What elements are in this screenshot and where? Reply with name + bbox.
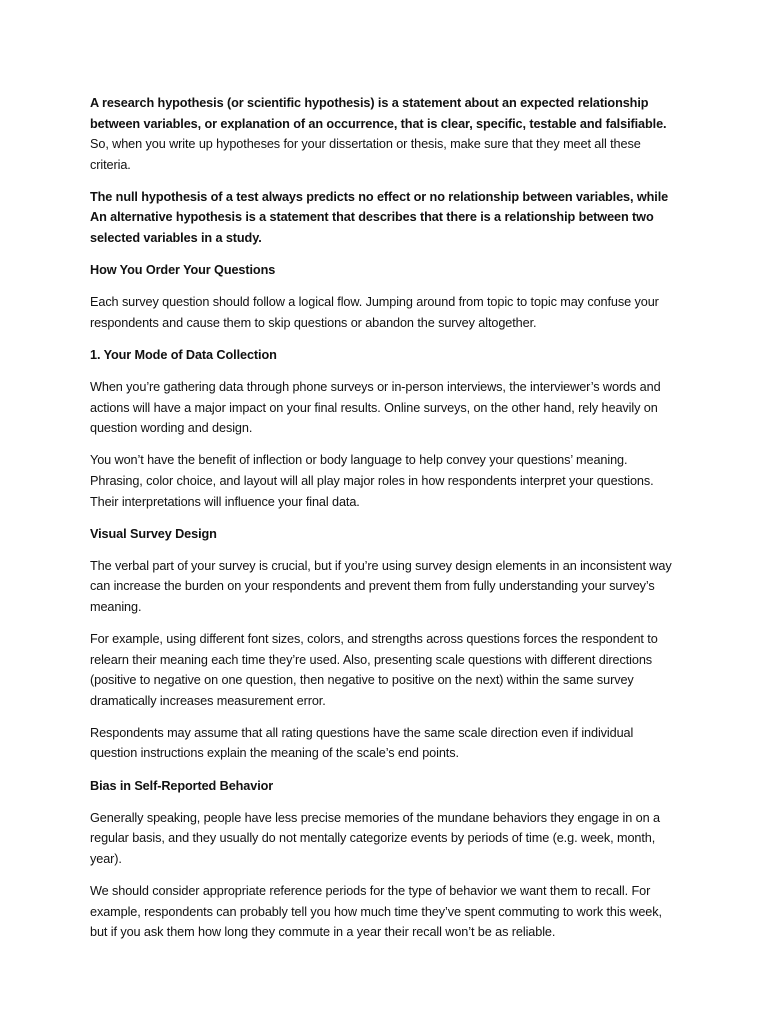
- paragraph-font-sizes: For example, using different font sizes, colors, and strengths across questions forces the respondent to relearn their meaning each time they’re used. Also, presenting scale questions with different directions (positive to negative on one question, then negative to positive on the next) within the same survey dramatically increases measurement error.: [90, 631, 658, 708]
- heading-order-questions: How You Order Your Questions: [90, 263, 276, 278]
- paragraph-logical-flow: Each survey question should follow a logical flow. Jumping around from topic to topic may confuse your respondents and cause them to skip questions or abandon the survey altogether.: [90, 295, 659, 330]
- heading-self-reported-bias: Bias in Self-Reported Behavior: [90, 778, 274, 793]
- paragraph-research-hypothesis-bold: A research hypothesis (or scientific hypothesis) is a statement about an expected relationship between variables, or explanation of an occurrence, that is clear, specific, testable and falsifiable.: [90, 96, 667, 131]
- paragraph-research-hypothesis: [90, 93, 680, 175]
- heading-visual-survey-design: Visual Survey Design: [90, 526, 217, 541]
- paragraph-phone-surveys: When you’re gathering data through phone surveys or in-person interviews, the interviewer’s words and actions will have a major impact on your final results. Online surveys, on the other hand, rely heavily on question wording and design.: [90, 380, 661, 436]
- paragraph-mundane-behaviors: Generally speaking, people have less precise memories of the mundane behaviors they engage in on a regular basis, and they usually do not mentally categorize events by periods of time (e.g. week, month, year).: [90, 810, 660, 866]
- heading-mode-data-collection: 1. Your Mode of Data Collection: [90, 347, 277, 362]
- paragraph-inflection: You won’t have the benefit of inflection or body language to help convey your questions’ meaning. Phrasing, color choice, and layout will all play major roles in how respondents interpret your questions. Their interpretations will influence your final data.: [90, 453, 654, 509]
- paragraph-research-hypothesis-rest: So, when you write up hypotheses for your dissertation or thesis, make sure that they meet all these criteria.: [90, 137, 641, 172]
- paragraph-verbal-part: The verbal part of your survey is crucial, but if you’re using survey design elements in an inconsistent way can increase the burden on your respondents and prevent them from fully understanding your survey’s meaning.: [90, 558, 672, 614]
- paragraph-rating-questions: Respondents may assume that all rating questions have the same scale direction even if individual question instructions explain the meaning of the scale’s end points.: [90, 725, 634, 761]
- document-body: [90, 93, 680, 954]
- paragraph-null-hypothesis: The null hypothesis of a test always predicts no effect or no relationship between variables, while An alternative hypothesis is a statement that describes that there is a relationship between two selected variables in a study.: [90, 189, 669, 246]
- paragraph-reference-periods: We should consider appropriate reference periods for the type of behavior we want them to recall. For example, respondents can probably tell you how much time they’ve spent commuting to work this week, but if you ask them how long they commute in a year their recall won’t be as reliable.: [90, 883, 662, 940]
